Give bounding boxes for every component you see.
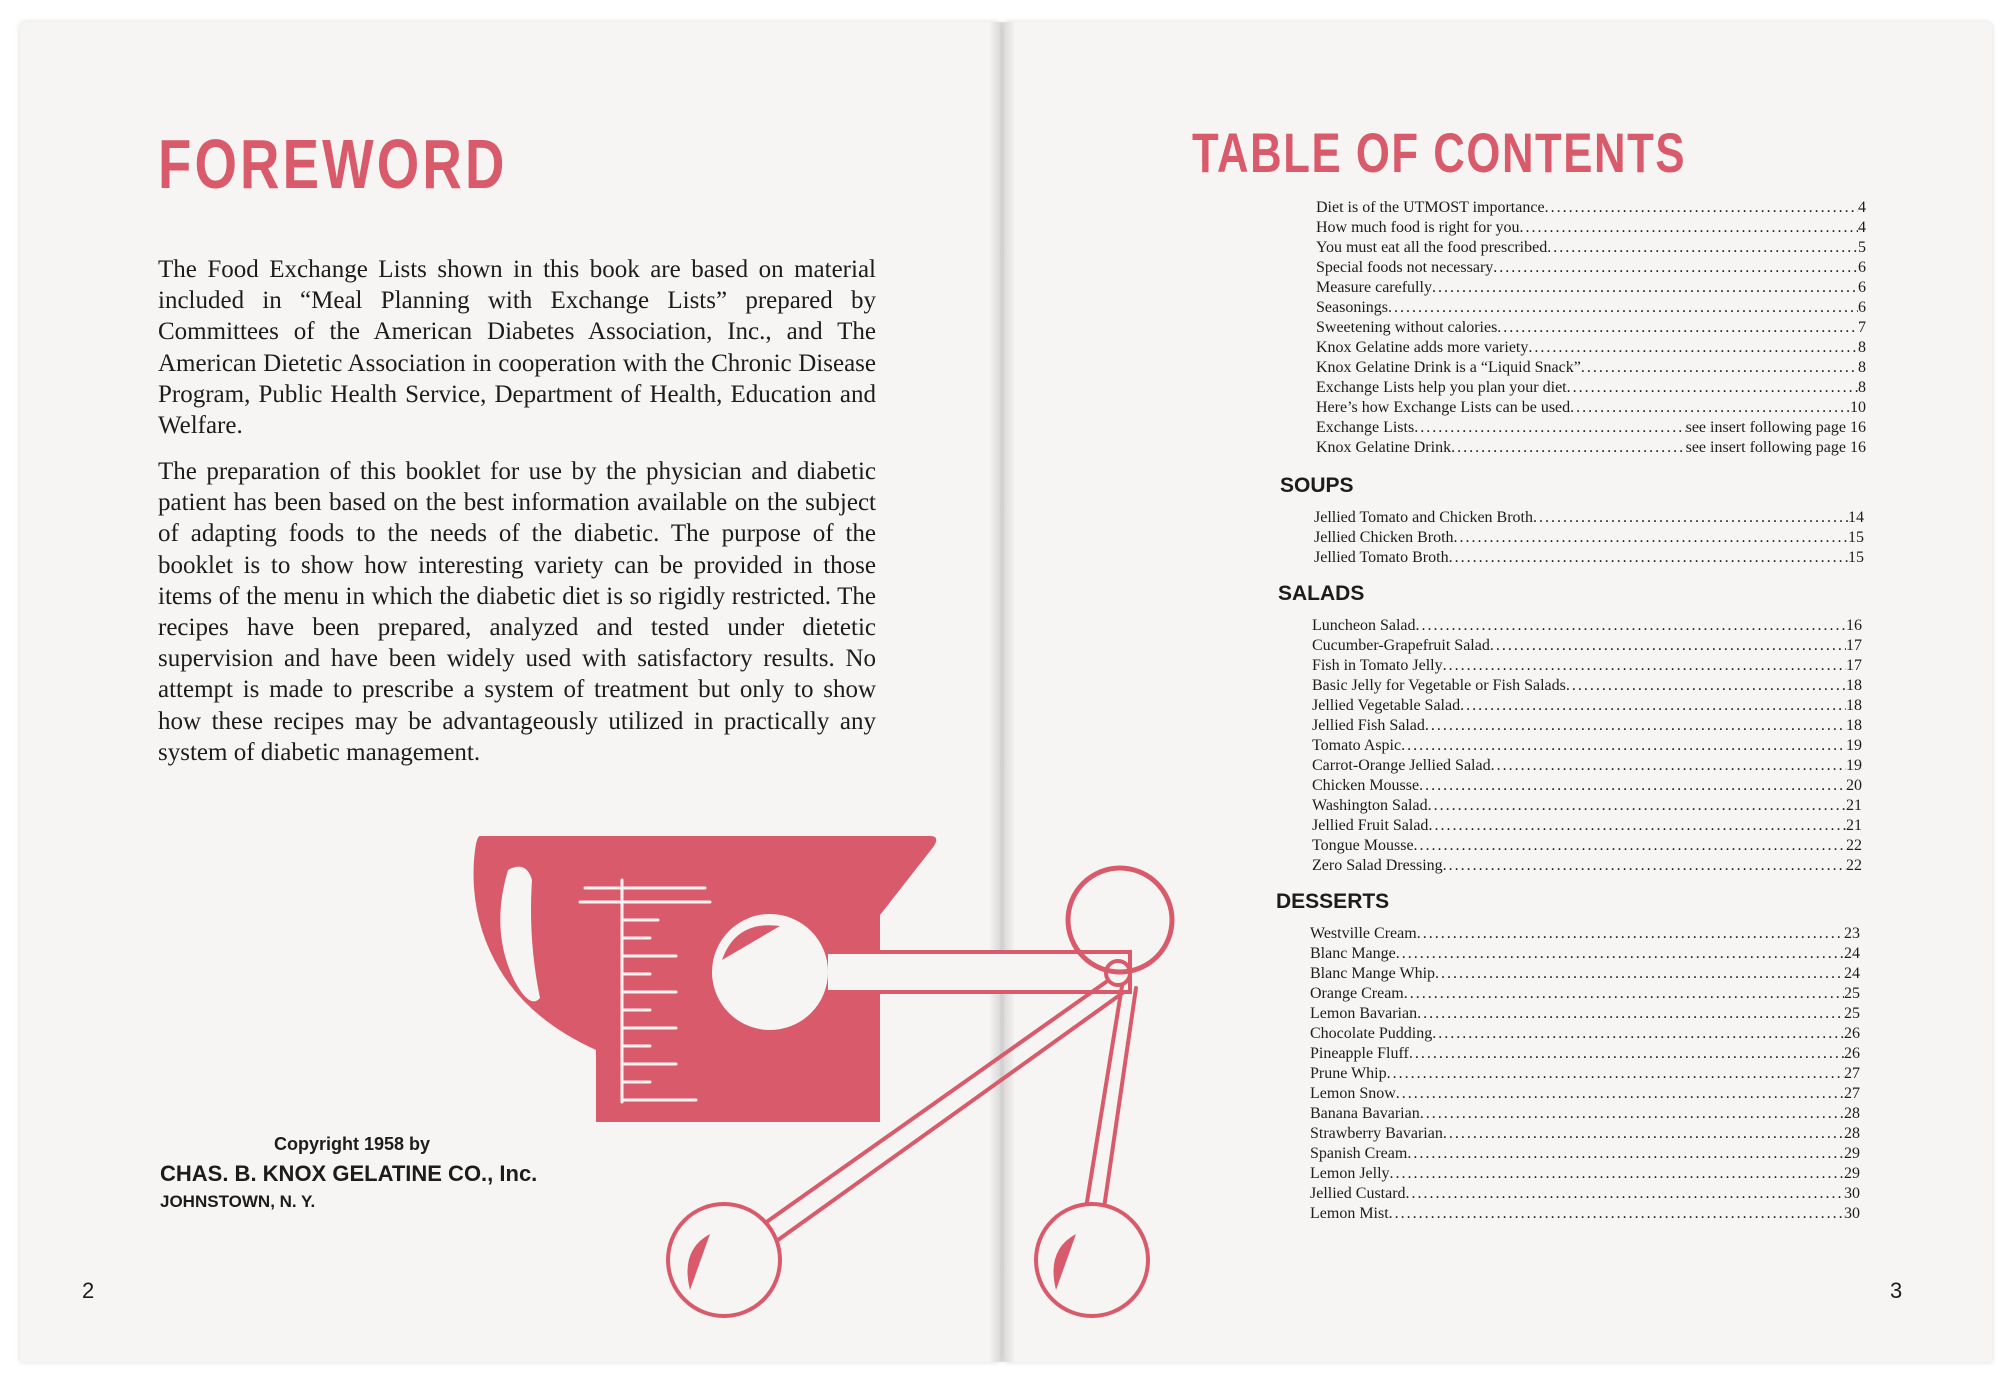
- toc-entry: [1312, 656, 1862, 676]
- toc-entry-page: 26: [1844, 1025, 1860, 1042]
- toc-leader-dots: [1387, 1064, 1844, 1084]
- toc-entry: [1310, 1184, 1860, 1204]
- toc-entry-page: 4: [1858, 199, 1866, 216]
- toc-entry-label: Exchange Lists: [1316, 419, 1415, 436]
- toc-entry-page: 10: [1850, 399, 1866, 416]
- toc-leader-dots: [1435, 964, 1844, 984]
- toc-entry-label: Cucumber-Grapefruit Salad: [1312, 637, 1490, 654]
- toc-entry-page: 6: [1858, 259, 1866, 276]
- toc-entry-label: Lemon Snow: [1310, 1085, 1396, 1102]
- toc-entry-label: Jellied Vegetable Salad: [1312, 697, 1461, 714]
- toc-entry-page: 29: [1844, 1165, 1860, 1182]
- foreword-paragraph-2: The preparation of this booklet for use by the physician and diabetic patient has been based on the best information available on the subject of adapting foods to the needs of the diabetic. The purpose of the booklet is to show how interesting variety can be provided in those items of the menu in which the diabetic diet is so rigidly restricted. The recipes have been prepared, analyzed and tested under dietetic supervision and have been widely used with satisfactory results. No attempt is made to prescribe a system of treatment but only to show how these recipes may be advantageously utilized in practically any system of diabetic management.: [158, 458, 876, 766]
- small-spoon-bowl-right: [1036, 1204, 1148, 1316]
- toc-entry: [1310, 1144, 1860, 1164]
- toc-entry-label: Jellied Fish Salad: [1312, 717, 1425, 734]
- toc-entry-label: Sweetening without calories: [1316, 319, 1498, 336]
- toc-leader-dots: [1401, 736, 1846, 756]
- toc-entry-label: Banana Bavarian: [1310, 1105, 1420, 1122]
- toc-entry: [1316, 398, 1866, 418]
- toc-main-list: [1316, 198, 1866, 458]
- toc-entry: [1310, 1044, 1860, 1064]
- toc-entry: [1310, 1204, 1860, 1224]
- toc-leader-dots: [1528, 338, 1858, 358]
- toc-entry-page: 25: [1844, 985, 1860, 1002]
- toc-entry-label: Westville Cream: [1310, 925, 1417, 942]
- toc-leader-dots: [1414, 418, 1685, 438]
- toc-entry-label: Tongue Mousse: [1312, 837, 1414, 854]
- toc-leader-dots: [1425, 716, 1846, 736]
- toc-entry-page: 8: [1858, 379, 1866, 396]
- toc-entry-page: 14: [1848, 509, 1864, 526]
- toc-entry-page: 17: [1846, 657, 1862, 674]
- toc-entry-page: 23: [1844, 925, 1860, 942]
- toc-leader-dots: [1566, 676, 1846, 696]
- toc-entry-page: 7: [1858, 319, 1866, 336]
- toc-entry-page: 17: [1846, 637, 1862, 654]
- toc-entry: [1310, 1104, 1860, 1124]
- toc-entry-page: 24: [1844, 945, 1860, 962]
- toc-entry-page: 4: [1858, 219, 1866, 236]
- toc-entry-page: 6: [1858, 299, 1866, 316]
- toc-entry: [1316, 318, 1866, 338]
- toc-entry-label: Here’s how Exchange Lists can be used: [1316, 399, 1571, 416]
- copyright-line: Copyright 1958 by: [274, 1134, 431, 1154]
- toc-entry: [1314, 528, 1864, 548]
- toc-entry: [1316, 378, 1866, 398]
- toc-leader-dots: [1545, 198, 1858, 218]
- toc-leader-dots: [1416, 616, 1846, 636]
- toc-entry-label: Fish in Tomato Jelly: [1312, 657, 1443, 674]
- toc-entry-label: Measure carefully: [1316, 279, 1432, 296]
- toc-entry-label: Special foods not necessary: [1316, 259, 1494, 276]
- toc-entry-page: 19: [1846, 737, 1862, 754]
- toc-entry-page: 28: [1844, 1125, 1860, 1142]
- toc-entry-page: 27: [1844, 1065, 1860, 1082]
- toc-leader-dots: [1396, 944, 1844, 964]
- toc-entry-label: Washington Salad: [1312, 797, 1428, 814]
- toc-leader-dots: [1388, 298, 1858, 318]
- toc-section-heading-soups: SOUPS: [1280, 474, 1354, 497]
- toc-entry-page: 19: [1846, 757, 1862, 774]
- toc-entry-page: 30: [1844, 1205, 1860, 1222]
- toc-entry-label: Zero Salad Dressing: [1312, 857, 1443, 874]
- toc-leader-dots: [1414, 836, 1846, 856]
- page-number-right: 3: [1890, 1278, 1903, 1303]
- toc-entry-page: 25: [1844, 1005, 1860, 1022]
- toc-entry-page: 5: [1858, 239, 1866, 256]
- toc-entry: [1312, 836, 1862, 856]
- toc-entry: [1312, 796, 1862, 816]
- toc-entry-label: Lemon Jelly: [1310, 1165, 1390, 1182]
- small-spoon-handle-right: [1086, 986, 1136, 1208]
- small-spoon-bowl-left: [668, 1204, 780, 1316]
- toc-leader-dots: [1432, 278, 1858, 298]
- toc-entry: [1312, 776, 1862, 796]
- toc-leader-dots: [1454, 528, 1848, 548]
- toc-entry-label: Jellied Custard: [1310, 1185, 1406, 1202]
- toc-leader-dots: [1428, 816, 1846, 836]
- toc-entry-page: 26: [1844, 1045, 1860, 1062]
- toc-entry: [1312, 716, 1862, 736]
- toc-entry: [1316, 218, 1866, 238]
- toc-entry-page: 6: [1858, 279, 1866, 296]
- toc-entry-page: 18: [1846, 677, 1862, 694]
- toc-entry: [1316, 298, 1866, 318]
- toc-leader-dots: [1451, 438, 1686, 458]
- toc-leader-dots: [1396, 1084, 1844, 1104]
- toc-entry-page: 20: [1846, 777, 1862, 794]
- toc-entry-label: Basic Jelly for Vegetable or Fish Salads: [1312, 677, 1566, 694]
- toc-entry: [1310, 1004, 1860, 1024]
- toc-leader-dots: [1419, 776, 1846, 796]
- toc-leader-dots: [1389, 1204, 1844, 1224]
- toc-entry: [1310, 984, 1860, 1004]
- toc-entry-page: 24: [1844, 965, 1860, 982]
- toc-entry: [1316, 358, 1866, 378]
- toc-entry-page: 21: [1846, 817, 1862, 834]
- toc-leader-dots: [1390, 1164, 1844, 1184]
- toc-entry-page: see insert following page 16: [1685, 419, 1866, 436]
- toc-entry: [1316, 238, 1866, 258]
- toc-entry: [1310, 1164, 1860, 1184]
- toc-leader-dots: [1443, 1124, 1844, 1144]
- toc-entry-page: 8: [1858, 359, 1866, 376]
- toc-entry-label: Strawberry Bavarian: [1310, 1125, 1443, 1142]
- toc-entry-label: Blanc Mange Whip: [1310, 965, 1436, 982]
- toc-entry-label: Lemon Bavarian: [1310, 1005, 1418, 1022]
- toc-entry: [1316, 258, 1866, 278]
- toc-entry: [1310, 944, 1860, 964]
- toc-leader-dots: [1432, 1024, 1844, 1044]
- toc-entry-page: 22: [1846, 837, 1862, 854]
- toc-title: TABLE OF CONTENTS: [1192, 121, 1687, 184]
- toc-leader-dots: [1497, 318, 1858, 338]
- toc-entry: [1314, 548, 1864, 568]
- toc-entry: [1312, 736, 1862, 756]
- toc-entry-page: 28: [1844, 1105, 1860, 1122]
- toc-leader-dots: [1581, 358, 1858, 378]
- toc-entry: [1310, 1024, 1860, 1044]
- toc-entry-page: 27: [1844, 1085, 1860, 1102]
- toc-leader-dots: [1567, 378, 1858, 398]
- toc-entry: [1312, 756, 1862, 776]
- toc-entry-label: Chocolate Pudding: [1310, 1025, 1433, 1042]
- foreword-paragraph-1: The Food Exchange Lists shown in this book are based on material included in “Meal Planning with Exchange Lists” prepared by Committees of the American Diabetes Association, Inc., and The American Dietetic Association in cooperation with the Chronic Disease Program, Public Health Service, Department of Health, Education and Welfare.: [158, 256, 876, 440]
- toc-leader-dots: [1570, 398, 1850, 418]
- toc-entry-page: see insert following page 16: [1685, 439, 1866, 456]
- toc-entry-label: Luncheon Salad: [1312, 617, 1416, 634]
- toc-leader-dots: [1417, 924, 1844, 944]
- toc-entry-label: Knox Gelatine Drink is a “Liquid Snack”: [1316, 359, 1581, 376]
- toc-entry-page: 21: [1846, 797, 1862, 814]
- toc-entry-label: Tomato Aspic: [1312, 737, 1402, 754]
- toc-entry-label: Exchange Lists help you plan your diet: [1316, 379, 1567, 396]
- toc-entry: [1312, 816, 1862, 836]
- toc-leader-dots: [1520, 218, 1858, 238]
- toc-section-heading-salads: SALADS: [1278, 582, 1365, 605]
- toc-entry-label: Pineapple Fluff: [1310, 1045, 1409, 1062]
- foreword-title: FOREWORD: [158, 125, 508, 203]
- toc-entry-label: Knox Gelatine Drink: [1316, 439, 1452, 456]
- toc-entry-page: 18: [1846, 697, 1862, 714]
- toc-leader-dots: [1491, 756, 1846, 776]
- toc-leader-dots: [1493, 258, 1858, 278]
- toc-entry: [1310, 1084, 1860, 1104]
- toc-entry-label: Jellied Fruit Salad: [1312, 817, 1429, 834]
- toc-entry: [1312, 616, 1862, 636]
- toc-entry-label: How much food is right for you: [1316, 219, 1520, 236]
- toc-leader-dots: [1420, 1104, 1844, 1124]
- toc-leader-dots: [1533, 508, 1848, 528]
- toc-entry-page: 30: [1844, 1185, 1860, 1202]
- publisher-city: JOHNSTOWN, N. Y.: [160, 1192, 316, 1211]
- toc-leader-dots: [1406, 1184, 1844, 1204]
- toc-leader-dots: [1409, 1044, 1844, 1064]
- toc-leader-dots: [1449, 548, 1848, 568]
- toc-leader-dots: [1460, 696, 1846, 716]
- toc-leader-dots: [1443, 656, 1846, 676]
- toc-leader-dots: [1443, 856, 1846, 876]
- toc-soups-list: [1314, 508, 1864, 568]
- toc-entry-label: Knox Gelatine adds more variety: [1316, 339, 1529, 356]
- toc-entry: [1316, 278, 1866, 298]
- toc-entry-label: Jellied Chicken Broth: [1314, 529, 1454, 546]
- toc-entry-label: Seasonings: [1316, 299, 1388, 316]
- toc-entry-label: Diet is of the UTMOST importance: [1316, 199, 1545, 216]
- toc-salads-list: [1312, 616, 1862, 876]
- toc-entry: [1310, 964, 1860, 984]
- toc-entry: [1312, 696, 1862, 716]
- toc-entry: [1310, 1064, 1860, 1084]
- toc-entry: [1312, 636, 1862, 656]
- toc-leader-dots: [1417, 1004, 1844, 1024]
- toc-entry: [1316, 198, 1866, 218]
- toc-entry-label: Spanish Cream: [1310, 1145, 1408, 1162]
- toc-entry-label: Chicken Mousse: [1312, 777, 1420, 794]
- toc-leader-dots: [1547, 238, 1858, 258]
- page-number-left: 2: [82, 1278, 95, 1303]
- toc-entry: [1314, 508, 1864, 528]
- toc-entry-label: Carrot-Orange Jellied Salad: [1312, 757, 1491, 774]
- toc-leader-dots: [1428, 796, 1846, 816]
- toc-leader-dots: [1490, 636, 1846, 656]
- publisher-name: CHAS. B. KNOX GELATINE CO., Inc.: [160, 1161, 538, 1186]
- toc-entry-page: 22: [1846, 857, 1862, 874]
- toc-entry-label: Lemon Mist: [1310, 1205, 1389, 1222]
- toc-entry: [1316, 418, 1866, 438]
- toc-entry-page: 15: [1848, 529, 1864, 546]
- toc-leader-dots: [1404, 984, 1844, 1004]
- toc-entry-page: 29: [1844, 1145, 1860, 1162]
- toc-section-heading-desserts: DESSERTS: [1276, 890, 1390, 913]
- toc-entry-label: Prune Whip: [1310, 1065, 1387, 1082]
- toc-entry-label: Jellied Tomato and Chicken Broth: [1314, 509, 1533, 526]
- toc-entry: [1310, 924, 1860, 944]
- toc-entry: [1312, 676, 1862, 696]
- toc-entry: [1312, 856, 1862, 876]
- toc-entry-page: 8: [1858, 339, 1866, 356]
- toc-entry-page: 18: [1846, 717, 1862, 734]
- toc-entry-label: You must eat all the food prescribed: [1316, 239, 1548, 256]
- toc-entry-page: 16: [1846, 617, 1862, 634]
- toc-desserts-list: [1310, 924, 1860, 1224]
- toc-entry-page: 15: [1848, 549, 1864, 566]
- toc-entry-label: Orange Cream: [1310, 985, 1404, 1002]
- toc-entry-label: Blanc Mange: [1310, 945, 1396, 962]
- toc-entry: [1316, 338, 1866, 358]
- measuring-cup-illustration: [440, 820, 1200, 1350]
- toc-entry: [1310, 1124, 1860, 1144]
- toc-entry: [1316, 438, 1866, 458]
- toc-leader-dots: [1407, 1144, 1844, 1164]
- toc-entry-label: Jellied Tomato Broth: [1314, 549, 1449, 566]
